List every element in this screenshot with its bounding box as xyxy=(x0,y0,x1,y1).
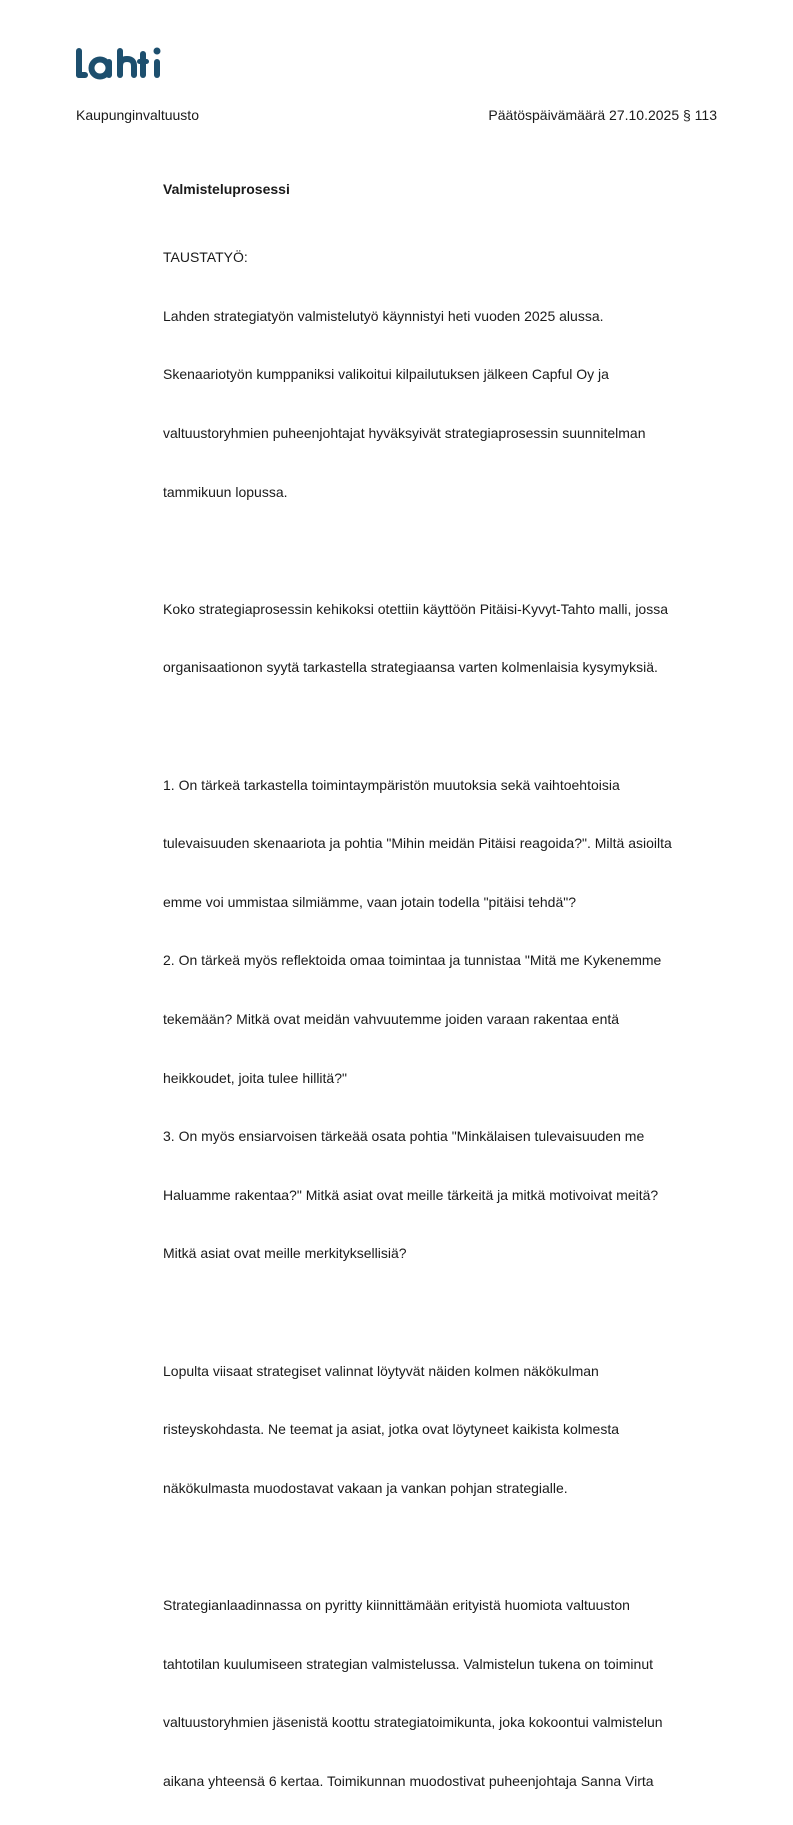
text-line: organisaationon syytä tarkastella strategiaansa varten kolmenlaisia kysymyksiä. xyxy=(163,659,658,676)
paragraph-committee xyxy=(163,1562,723,1825)
text-line: Haluamme rakentaa?" Mitkä asiat ovat meille tärkeitä ja mitkä motivoivat meitä? xyxy=(163,1186,659,1203)
text-line: Koko strategiaprosessin kehikoksi otettiin käyttöön Pitäisi-Kyvyt-Tahto malli, jossa xyxy=(163,600,668,617)
paragraph-framework xyxy=(163,566,723,712)
text-line: Skenaariotyön kumppaniksi valikoitui kilpailutuksen jälkeen Capful Oy ja xyxy=(163,366,609,383)
paragraph-questions xyxy=(163,741,723,1298)
text-line: 3. On myös ensiarvoisen tärkeää osata pohtia "Minkälaisen tulevaisuuden me xyxy=(163,1128,645,1145)
lahti-logo xyxy=(76,46,166,82)
text-line: Strategianlaadinnassa on pyritty kiinnittämään erityistä huomiota valtuuston xyxy=(163,1596,630,1613)
text-line: risteyskohdasta. Ne teemat ja asiat, jotka ovat löytyneet kaikista kolmesta xyxy=(163,1421,619,1438)
body-name: Kaupunginvaltuusto xyxy=(76,107,199,123)
document-body xyxy=(163,178,723,1825)
paragraph-conclusion xyxy=(163,1327,723,1532)
text-line: valtuustoryhmien jäsenistä koottu strategiatoimikunta, joka kokoontui valmistelun xyxy=(163,1714,663,1731)
decision-date: Päätöspäivämäärä 27.10.2025 § 113 xyxy=(488,107,717,123)
text-line: tammikuun lopussa. xyxy=(163,483,288,500)
text-line: emme voi ummistaa silmiämme, vaan jotain todella "pitäisi tehdä"? xyxy=(163,893,577,910)
text-line: valtuustoryhmien puheenjohtajat hyväksyivät strategiaprosessin suunnitelman xyxy=(163,425,646,442)
paragraph-background xyxy=(163,214,723,536)
section-title: Valmisteluprosessi xyxy=(163,181,290,197)
text-line: tekemään? Mitkä ovat meidän vahvuutemme joiden varaan rakentaa entä xyxy=(163,1011,620,1028)
text-line: tahtotilan kuulumiseen strategian valmistelussa. Valmistelun tukena on toiminut xyxy=(163,1655,653,1672)
text-line: 2. On tärkeä myös reflektoida omaa toimintaa ja tunnistaa "Mitä me Kykenemme xyxy=(163,952,662,969)
text-line: näkökulmasta muodostavat vakaan ja vankan pohjan strategialle. xyxy=(163,1479,568,1496)
lahti-logo-icon xyxy=(76,46,166,82)
text-line: Lopulta viisaat strategiset valinnat löytyvät näiden kolmen näkökulman xyxy=(163,1362,599,1379)
text-line: 1. On tärkeä tarkastella toimintaympäristön muutoksia sekä vaihtoehtoisia xyxy=(163,776,620,793)
text-line: Lahden strategiatyön valmistelutyö käynnistyi heti vuoden 2025 alussa. xyxy=(163,307,604,324)
text-line: heikkoudet, joita tulee hillitä?" xyxy=(163,1069,347,1086)
text-line: TAUSTATYÖ: xyxy=(163,249,248,266)
text-line: aikana yhteensä 6 kertaa. Toimikunnan muodostivat puheenjohtaja Sanna Virta xyxy=(163,1772,654,1789)
text-line: Mitkä asiat ovat meille merkityksellisiä? xyxy=(163,1245,407,1262)
text-line: tulevaisuuden skenaariota ja pohtia "Mihin meidän Pitäisi reagoida?". Miltä asioilta xyxy=(163,835,672,852)
